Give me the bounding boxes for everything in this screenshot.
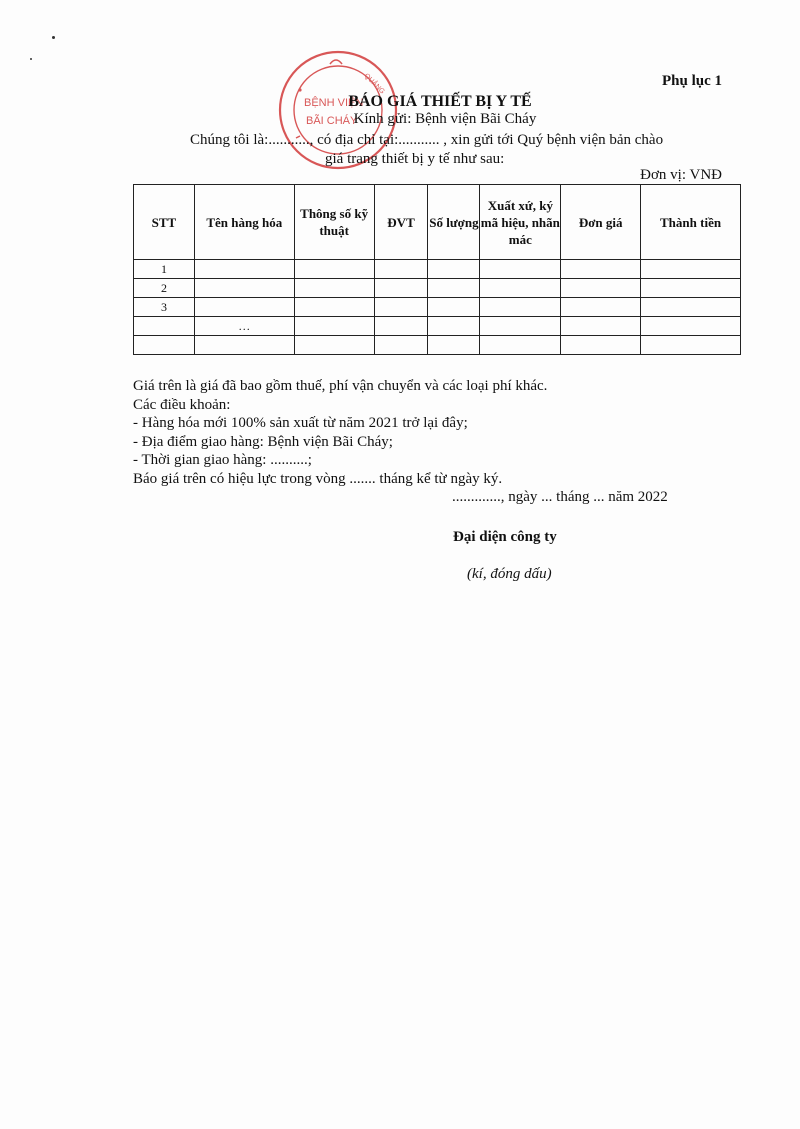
column-header-item-name: Tên hàng hóa <box>194 185 294 260</box>
terms-section <box>133 377 733 488</box>
scan-speck <box>30 58 32 60</box>
table-row <box>134 260 741 279</box>
table-cell <box>561 336 641 355</box>
price-note: Giá trên là giá đã bao gồm thuế, phí vận chuyển và các loại phí khác. <box>133 378 548 394</box>
term-item: - Thời gian giao hàng: ..........; <box>133 452 312 468</box>
signatory-title: Đại diện công ty <box>453 529 557 545</box>
recipient-line: Kính gửi: Bệnh viện Bãi Cháy <box>353 111 537 127</box>
table-cell <box>374 260 428 279</box>
appendix-label: Phụ lục 1 <box>661 73 722 89</box>
table-cell <box>428 279 480 298</box>
svg-text:BÃI CHÁY: BÃI CHÁY <box>306 115 358 127</box>
terms-heading: Các điều khoản: <box>133 396 231 413</box>
intro-line-2: giá trang thiết bị y tế như sau: <box>325 151 505 167</box>
table-cell: 3 <box>134 298 195 317</box>
column-header-total: Thành tiền <box>641 185 741 260</box>
table-cell: … <box>194 317 294 336</box>
table-cell <box>428 298 480 317</box>
table-cell <box>294 317 374 336</box>
column-header-unit-price: Đơn giá <box>561 185 641 260</box>
intro-line-1: Chúng tôi là:..........., có địa chỉ tại:........... , xin gửi tới Quý bệnh viện bản chào <box>190 132 664 148</box>
table-cell <box>641 279 741 298</box>
table-cell <box>641 260 741 279</box>
table-cell <box>374 336 428 355</box>
table-row <box>134 279 741 298</box>
table-row <box>134 298 741 317</box>
date-line: ............., ngày ... tháng ... năm 2022 <box>452 489 668 505</box>
table-cell <box>480 317 561 336</box>
table-cell <box>194 336 294 355</box>
table-cell <box>428 336 480 355</box>
column-header-origin: Xuất xứ, ký mã hiệu, nhãn mác <box>480 185 561 260</box>
currency-unit: Đơn vị: VNĐ <box>640 167 722 183</box>
table-cell <box>374 279 428 298</box>
column-header-stt: STT <box>134 185 195 260</box>
intro-paragraph <box>190 131 750 169</box>
signatory-note: (kí, đóng dấu) <box>467 566 552 582</box>
scan-speck <box>52 36 55 39</box>
table-cell <box>641 317 741 336</box>
table-row <box>134 317 741 336</box>
column-header-unit: ĐVT <box>374 185 428 260</box>
table-cell <box>480 336 561 355</box>
column-header-specs: Thông số kỹ thuật <box>294 185 374 260</box>
table-cell <box>480 298 561 317</box>
table-cell <box>480 279 561 298</box>
table-header-row <box>134 185 741 260</box>
table-cell <box>561 317 641 336</box>
table-cell <box>428 260 480 279</box>
table-cell <box>561 260 641 279</box>
table-cell <box>428 317 480 336</box>
table-cell <box>294 260 374 279</box>
table-cell <box>561 279 641 298</box>
table-cell <box>374 317 428 336</box>
table-cell: 1 <box>134 260 195 279</box>
table-cell <box>194 260 294 279</box>
table-cell <box>294 298 374 317</box>
table-cell <box>374 298 428 317</box>
term-item: - Hàng hóa mới 100% sản xuất từ năm 2021 trở lại đây; <box>133 415 468 431</box>
table-cell <box>561 298 641 317</box>
quotation-table <box>133 184 741 355</box>
column-header-quantity: Số lượng <box>428 185 480 260</box>
table-cell <box>194 279 294 298</box>
table-row <box>134 336 741 355</box>
svg-text:QUẢNG: QUẢNG <box>362 72 386 96</box>
table-cell <box>294 279 374 298</box>
term-item: - Địa điểm giao hàng: Bệnh viện Bãi Cháy; <box>133 433 393 450</box>
document-title: BÁO GIÁ THIẾT BỊ Y TẾ <box>348 93 532 110</box>
table-cell: 2 <box>134 279 195 298</box>
table-cell <box>294 336 374 355</box>
table-cell <box>194 298 294 317</box>
table-cell <box>641 298 741 317</box>
svg-text:BỆNH VIỆN: BỆNH VIỆN <box>304 97 364 109</box>
table-cell <box>134 317 195 336</box>
table-cell <box>641 336 741 355</box>
validity-note: Báo giá trên có hiệu lực trong vòng ....... tháng kể từ ngày ký. <box>133 470 503 487</box>
table-cell <box>480 260 561 279</box>
table-cell <box>134 336 195 355</box>
